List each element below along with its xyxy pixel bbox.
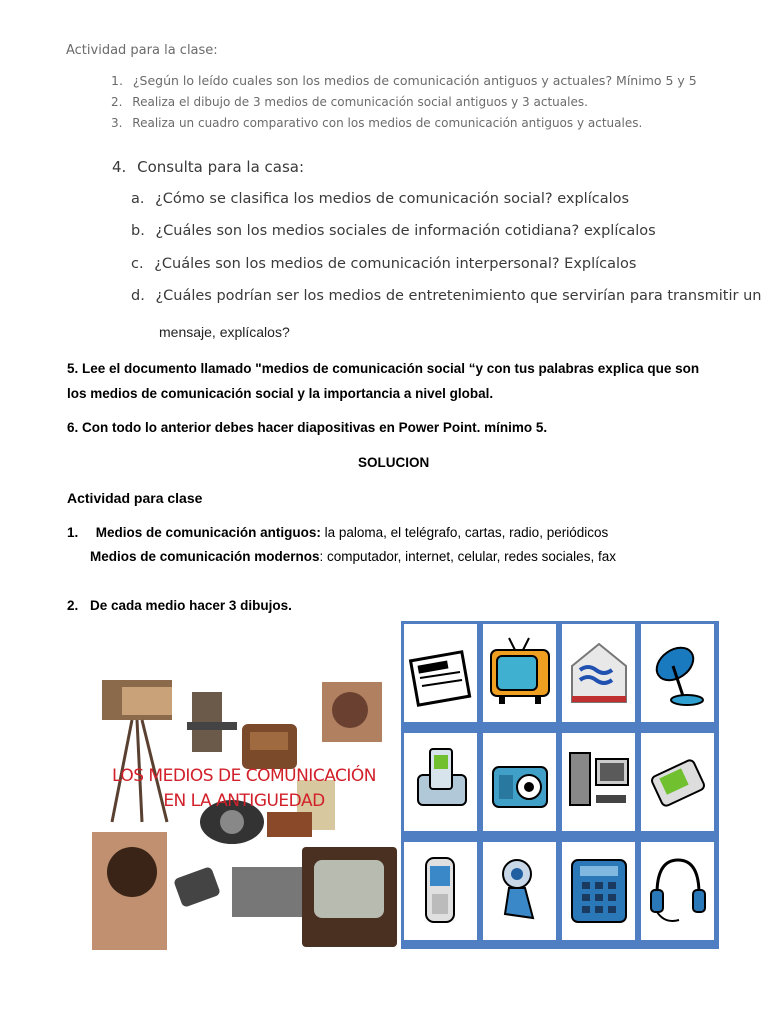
- homework-item-a: [131, 191, 629, 207]
- phone-icon: [408, 745, 473, 820]
- homework-letter: c.: [131, 256, 144, 272]
- solution-heading: SOLUCION: [358, 455, 430, 470]
- item-5-line-2: los medios de comunicación social y la importancia a nivel global.: [67, 386, 494, 401]
- list-number: 2.: [111, 95, 123, 109]
- solution-subheading: Actividad para clase: [67, 490, 203, 506]
- telegraph-icon: [267, 812, 312, 837]
- collage-title: LOS MEDIOS DE COMUNICACIÓN EN LA ANTIGUEDAD: [111, 766, 377, 811]
- grid-cell: [483, 624, 556, 722]
- grid-cell: [404, 842, 477, 940]
- radio-icon: [487, 745, 552, 820]
- old-media-label: Medios de comunicación antiguos:: [95, 525, 321, 540]
- list-text: Realiza el dibujo de 3 medios de comunicación social antiguos y 3 actuales.: [132, 95, 588, 109]
- answer-2: [67, 598, 292, 613]
- homework-item-b: [131, 223, 656, 239]
- homework-letter: b.: [131, 223, 145, 239]
- ancient-media-collage: [92, 672, 402, 950]
- newspaper-icon: [408, 636, 473, 711]
- homework-letter: a.: [131, 191, 145, 207]
- radio-icon: [242, 724, 297, 769]
- mail-icon: [566, 636, 631, 711]
- list-text: ¿Según lo leído cuales son los medios de comunicación antiguos y actuales? Mínimo 5 y 5: [132, 73, 697, 88]
- tv-icon: [487, 636, 552, 711]
- answer-number: 1.: [67, 525, 79, 540]
- answer-1: [67, 525, 608, 540]
- homework-text: ¿Cuáles son los medios sociales de información cotidiana? explícalos: [155, 223, 656, 239]
- modern-media-text: : computador, internet, celular, redes sociales, fax: [319, 549, 616, 564]
- desk-phone-icon: [566, 854, 631, 929]
- cellphone-small-icon: [173, 866, 221, 908]
- grid-cell: [404, 624, 477, 722]
- homework-item-c: [131, 256, 636, 272]
- list-number: 3.: [111, 116, 123, 130]
- cellphone-icon: [408, 854, 473, 929]
- grid-cell: [641, 624, 714, 722]
- item-5-line-1: 5. Lee el documento llamado "medios de comunicación social “y con tus palabras explica que son: [67, 361, 700, 376]
- homework-text: ¿Cómo se clasifica los medios de comunicación social? explícalos: [155, 191, 630, 207]
- homework-title-text: Consulta para la casa:: [137, 158, 305, 176]
- answer-number: 2.: [67, 598, 79, 613]
- old-media-text: la paloma, el telégrafo, cartas, radio, periódicos: [320, 525, 609, 540]
- cinema-photo: [232, 867, 302, 917]
- satellite-dish-icon: [645, 636, 710, 711]
- grid-cell: [483, 842, 556, 940]
- mobile-phone-icon: [645, 745, 710, 820]
- grid-cell: [562, 733, 635, 831]
- headset-icon: [645, 854, 710, 929]
- modern-media-label: Medios de comunicación modernos: [90, 549, 320, 564]
- computer-icon: [566, 745, 631, 820]
- homework-number: 4.: [112, 158, 127, 176]
- homework-continuation: mensaje, explícalos?: [159, 324, 290, 340]
- answer-text: De cada medio hacer 3 dibujos.: [90, 598, 292, 613]
- homework-item-d: [131, 288, 761, 304]
- grid-cell: [562, 624, 635, 722]
- grid-cell: [641, 842, 714, 940]
- answer-1-modern: [90, 549, 616, 564]
- grid-cell: [641, 733, 714, 831]
- list-item-2: [111, 95, 588, 109]
- homework-text: ¿Cuáles son los medios de comunicación interpersonal? Explícalos: [154, 256, 637, 272]
- homework-title: [112, 158, 304, 176]
- grid-cell: [483, 733, 556, 831]
- webcam-icon: [487, 854, 552, 929]
- man-photo: [322, 682, 382, 742]
- grid-cell: [404, 733, 477, 831]
- printing-press-icon: [187, 692, 237, 752]
- modern-media-grid: [401, 621, 719, 949]
- list-item-3: [111, 116, 642, 130]
- item-6: 6. Con todo lo anterior debes hacer diapositivas en Power Point. mínimo 5.: [67, 420, 548, 435]
- homework-letter: d.: [131, 288, 145, 304]
- homework-text: ¿Cuáles podrían ser los medios de entretenimiento que servirían para transmitir un: [155, 288, 762, 304]
- list-number: 1.: [111, 73, 123, 88]
- activity-title: Actividad para la clase:: [66, 43, 218, 58]
- old-tv-icon: [302, 847, 397, 947]
- woman-photo: [92, 832, 167, 950]
- grid-cell: [562, 842, 635, 940]
- list-item-1: [111, 73, 697, 88]
- list-text: Realiza un cuadro comparativo con los medios de comunicación antiguos y actuales.: [132, 116, 643, 130]
